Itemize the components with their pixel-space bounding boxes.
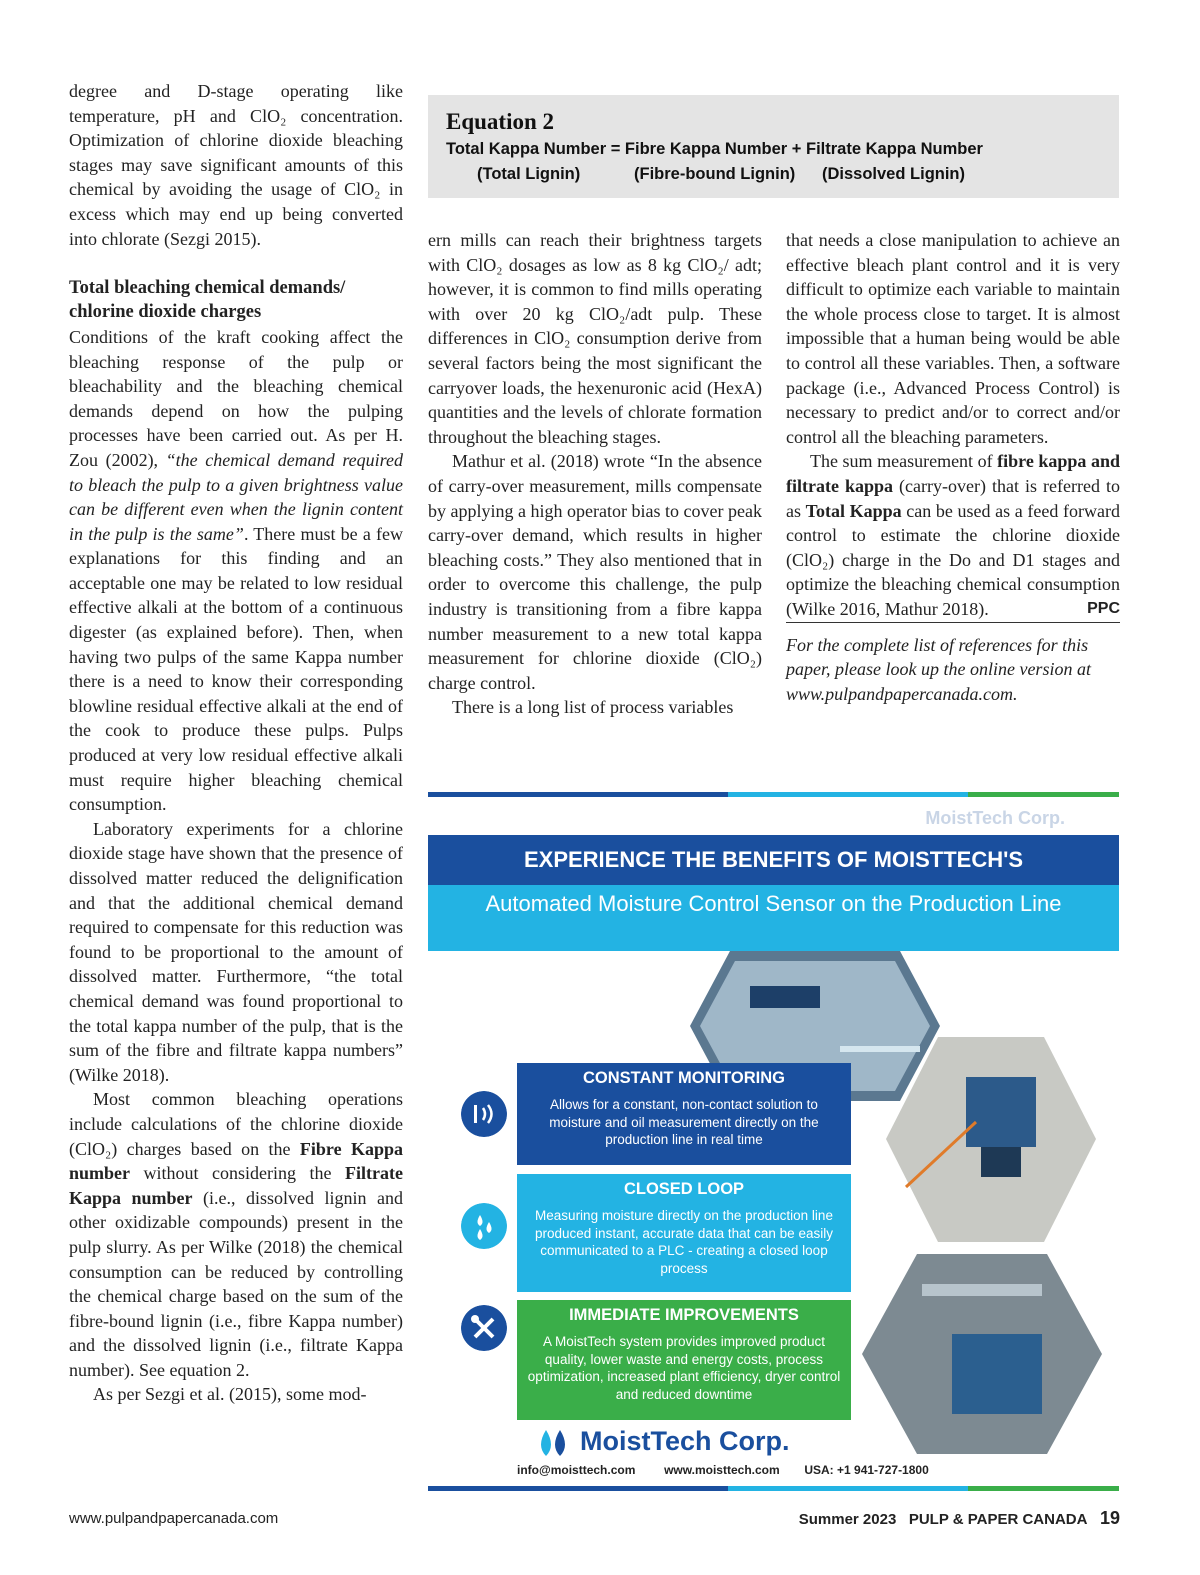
signal-icon — [461, 1091, 507, 1137]
water-drops-icon — [461, 1203, 507, 1249]
article-column-2 — [428, 228, 762, 720]
equation-label-fibre: (Fibre-bound Lignin) — [634, 165, 796, 183]
hexagon-photo-equipment — [886, 1037, 1096, 1242]
card-constant-monitoring — [517, 1063, 851, 1165]
equation-label-filtrate: (Dissolved Lignin) — [822, 165, 966, 183]
ad-top-stripe — [428, 792, 1119, 797]
equation-line: Total Kappa Number = Fibre Kappa Number + Filtrate Kappa Number — [446, 140, 983, 158]
paragraph: that needs a close manipulation to achieve an effective bleach plant control and it is very difficult to optimize each variable to maintain the whole process close to target. It is almost impossible that a human being would be able to control all these variables. Then, a software package (i.e., Advanced Process Control) is necessary to predict and/or to correct and/or control all the bleaching parameters. — [786, 230, 1120, 447]
paragraph: degree and D-stage operating like temperature, pH and ClO₂ concentration. Optimization of chlorine dioxide bleaching stages may save significant amounts of this chemical by avoiding the usage of ClO₂ in excess which may end up being converted into chlorate (Sezgi 2015). — [69, 81, 403, 249]
card-body: A MoistTech system provides improved product quality, lower waste and energy costs, process optimization, increased plant efficiency, dryer control and reduced downtime — [527, 1334, 841, 1402]
equation-box — [428, 95, 1119, 198]
card-title: CLOSED LOOP — [623, 1180, 745, 1198]
ad-email[interactable]: info@moisttech.com — [517, 1463, 636, 1477]
card-body: Allows for a constant, non-contact solution to moisture and oil measurement directly on the production line in real time — [549, 1097, 819, 1147]
ad-website[interactable]: www.moisttech.com — [664, 1463, 780, 1477]
ad-phone: USA: +1 941-727-1800 — [804, 1463, 929, 1477]
equation-title: Equation 2 — [446, 109, 555, 134]
paragraph: Most common bleaching operations include calculations of the chlorine dioxide (ClO₂) charges based on the Fibre Kappa number without considering the Filtrate Kappa number (i.e., dissolved lignin and other oxidizable compounds) present in the pulp slurry. As per Wilke (2018) the chemical consumption can be reduced by controlling the chemical charge based on the sum of the fibre-bound lignin (i.e., fibre Kappa number) and the dissolved lignin (i.e., filtrate Kappa number). See equation 2. — [69, 1089, 403, 1380]
card-body: Measuring moisture directly on the production line produced instant, accurate data that can be easily communicated to a PLC - creating a closed loop process — [535, 1208, 833, 1276]
paragraph: Laboratory experiments for a chlorine dioxide stage have shown that the presence of dissolved matter reduced the delignification and that the additional chemical demand required to compensate for this reduction was found to be proportional to the amount of dissolved matter. Furthermore, “the total chemical demand was found proportional to the total kappa number of the pulp, that is the sum of the fibre and filtrate kappa numbers” (Wilke 2018). — [69, 818, 403, 1085]
footer-url: www.pulpandpapercanada.com — [69, 1510, 279, 1527]
card-immediate-improvements — [517, 1300, 851, 1420]
references-note: For the complete list of references for this paper, please look up the online version at www.pulpandpapercanada.com. — [786, 622, 1120, 707]
ad-bottom-stripe — [428, 1486, 1119, 1491]
ad-headline: EXPERIENCE THE BENEFITS OF MOISTTECH'S — [428, 835, 1119, 885]
ad-subheadline: Automated Moisture Control Sensor on the Production Line — [428, 885, 1119, 951]
ad-contact-line — [517, 1463, 929, 1477]
hexagon-photo-installation — [862, 1254, 1102, 1454]
paragraph: The sum measurement of fibre kappa and filtrate kappa (carry-over) that is referred to as Total Kappa can be used as a feed forward control to estimate the chlorine dioxide (ClO₂) charge in the Do and D1 stages and optimize the bleaching chemical consumption (Wilke 2016, Mathur 2018). PPC — [786, 449, 1120, 621]
ppc-end-mark: PPC — [1087, 599, 1120, 617]
equation-label-total: (Total Lignin) — [477, 165, 581, 183]
quote: “the chemical demand required to bleach the pulp to a given brightness value can be different even when the lignin content in the pulp is the same” — [69, 449, 403, 544]
section-heading: Total bleaching chemical demands/ chlorine dioxide charges — [69, 277, 346, 323]
ad-logo-watermark: MoistTech Corp. — [925, 808, 1065, 828]
paragraph: Mathur et al. (2018) wrote “In the absence of carry-over measurement, mills compensate by applying a high operator bias to cover peak carry-over demand, which results in higher bleaching costs.” They also mentioned that in order to overcome this challenge, the pulp industry is transitioning from a fibre kappa number measurement to a new total kappa measurement for chlorine dioxide (ClO₂) charge control. — [428, 451, 762, 693]
card-title: IMMEDIATE IMPROVEMENTS — [569, 1306, 799, 1324]
paragraph: ern mills can reach their brightness targets with ClO₂ dosages as low as 8 kg ClO₂/ adt; however, it is common to find mills operating with over 20 kg ClO₂/adt pulp. These differences in ClO₂ consumption derive from several factors being the most significant the carryover loads, the hexenuronic acid (HexA) quantities and the levels of chlorate formation throughout the bleaching stages. — [428, 230, 762, 447]
article-column-1 — [69, 79, 403, 1407]
page-number: 19 — [1099, 1508, 1120, 1528]
tools-icon — [461, 1305, 507, 1351]
paragraph: Conditions of the kraft cooking affect the bleaching response of the pulp or bleachability and the bleaching chemical demands depend on how the pulping processes have been carried out. As per H. Zou (2002), “the chemical demand required to bleach the pulp to a given brightness value can be different even when the lignin content in the pulp is the same”. There must be a few explanations for this finding and an acceptable one may be related to low residual effective alkali at the bottom of a continuous digester (as explained before). Then, when having two pulps of the same Kappa number there is a need to know their corresponding blowline residual effective alkali at the end of the cook to produce these pulps. Pulps produced at very low residual effective alkali must require higher bleaching chemical consumption. — [69, 326, 403, 815]
paragraph: As per Sezgi et al. (2015), some mod- — [93, 1384, 367, 1405]
card-title: CONSTANT MONITORING — [583, 1069, 785, 1087]
moisttech-advertisement — [428, 792, 1119, 1492]
moisttech-drops-icon — [536, 1428, 576, 1460]
card-closed-loop — [517, 1174, 851, 1292]
footer-issue: Summer 2023 PULP & PAPER CANADA 19 — [798, 1508, 1120, 1528]
paragraph: There is a long list of process variables — [452, 697, 734, 718]
article-column-3 — [786, 228, 1120, 706]
moisttech-logo: MoistTech Corp. — [580, 1426, 790, 1456]
